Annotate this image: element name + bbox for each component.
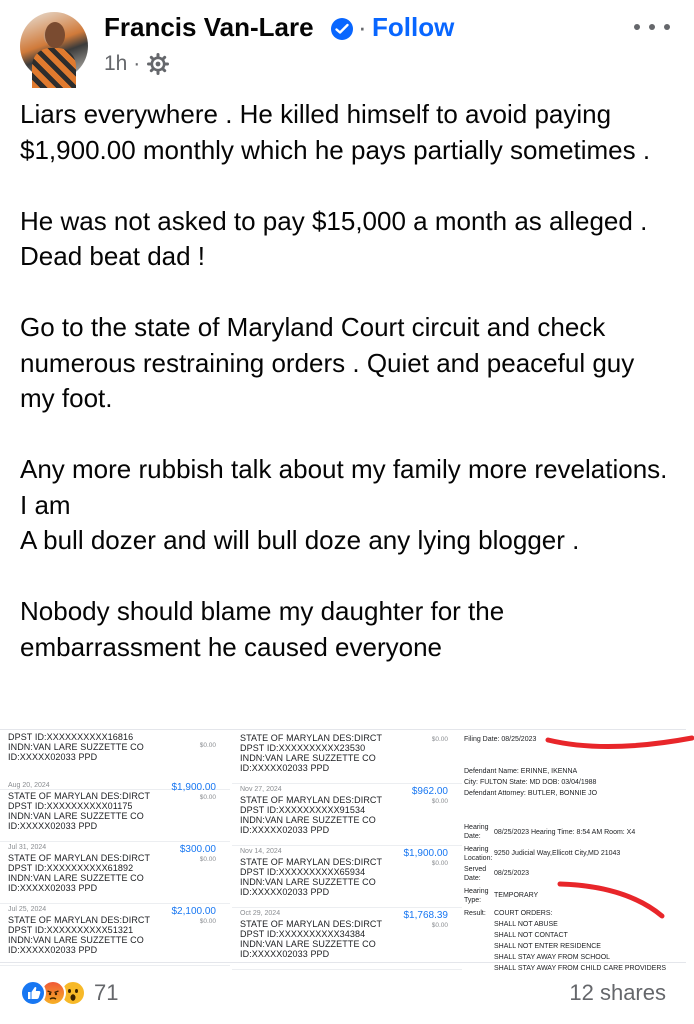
post-image-documents[interactable]	[0, 729, 686, 972]
transaction-date: Aug 20, 2024	[8, 782, 50, 789]
red-underline-mark	[556, 880, 666, 920]
transaction-line: INDN:VAN LARE SUZZETTE CO	[8, 742, 144, 752]
result-label: Result:	[464, 910, 486, 917]
transaction-line: ID:XXXXX02033 PPD	[8, 821, 98, 831]
transaction-line: INDN:VAN LARE SUZZETTE CO	[8, 873, 144, 883]
post-paragraph: He was not asked to pay $15,000 a month as alleged . Dead beat dad !	[20, 205, 648, 271]
hearing-type-label: Hearing	[464, 888, 489, 895]
post-paragraph: Any more rubbish talk about my family more revelations. I am A bull dozer and will bull doze any lying blogger .	[20, 454, 668, 555]
privacy-settings-icon[interactable]	[146, 52, 170, 76]
transaction-balance: $0.00	[199, 856, 216, 863]
transaction-balance: $0.00	[199, 794, 216, 801]
filing-date: Filing Date: 08/25/2023	[464, 736, 537, 743]
transaction-line: DPST ID:XXXXXXXXXX23530	[240, 743, 366, 753]
defendant-city: City: FULTON State: MD DOB: 03/04/1988	[464, 779, 597, 786]
transaction-balance: $0.00	[199, 918, 216, 925]
reaction-count[interactable]: 71	[94, 980, 119, 1005]
post-header	[0, 0, 686, 90]
more-options-icon[interactable]	[634, 20, 670, 34]
hearing-type-label: Type:	[464, 897, 482, 904]
court-order: SHALL NOT CONTACT	[494, 932, 568, 939]
transaction-row	[0, 904, 230, 966]
court-order: SHALL STAY AWAY FROM CHILD CARE PROVIDERS	[494, 965, 667, 972]
transaction-balance: $0.00	[431, 798, 448, 805]
header-separator: ·	[358, 12, 367, 42]
author-name[interactable]: Francis Van-Lare	[104, 12, 314, 42]
author-avatar[interactable]	[20, 12, 88, 80]
court-order: SHALL NOT ENTER RESIDENCE	[494, 943, 601, 950]
transaction-line: DPST ID:XXXXXXXXXX51321	[8, 925, 134, 935]
transaction-amount: $1,900.00	[403, 848, 448, 859]
transaction-line: DPST ID:XXXXXXXXXX34384	[240, 929, 366, 939]
court-order: COURT ORDERS:	[494, 910, 553, 917]
red-underline-mark	[546, 734, 694, 754]
transactions-column-2	[232, 730, 462, 964]
transaction-date: Jul 31, 2024	[8, 844, 47, 851]
transaction-row	[0, 842, 230, 904]
transaction-date: Nov 27, 2024	[240, 786, 282, 793]
transaction-line: DPST ID:XXXXXXXXXX16816	[8, 732, 134, 742]
transaction-amount: $300.00	[179, 844, 216, 855]
transaction-date: Nov 14, 2024	[240, 848, 282, 855]
transaction-line: ID:XXXXX02033 PPD	[240, 887, 330, 897]
transaction-line: STATE OF MARYLAN DES:DIRCT	[240, 733, 383, 743]
transaction-line: ID:XXXXX02033 PPD	[8, 883, 98, 893]
avatar-head	[45, 22, 65, 48]
post-paragraph: Go to the state of Maryland Court circuit and check numerous restraining orders . Quiet and peaceful guy my foot.	[20, 312, 635, 413]
hearing-location: 9250 Judicial Way,Ellicott City,MD 21043	[494, 850, 621, 857]
transaction-line: INDN:VAN LARE SUZZETTE CO	[240, 877, 376, 887]
hearing-date: 08/25/2023 Hearing Time: 8:54 AM Room: X4	[494, 829, 636, 836]
transaction-row	[232, 722, 462, 784]
transaction-line: DPST ID:XXXXXXXXXX61892	[8, 863, 134, 873]
transaction-line: DPST ID:XXXXXXXXXX65934	[240, 867, 366, 877]
transaction-line: INDN:VAN LARE SUZZETTE CO	[240, 939, 376, 949]
transaction-amount: $2,100.00	[171, 906, 216, 917]
transaction-row	[0, 780, 230, 842]
transaction-date: Oct 29, 2024	[240, 910, 281, 917]
transaction-line: ID:XXXXX02033 PPD	[8, 752, 98, 762]
post-timestamp[interactable]: 1h ·	[104, 52, 141, 75]
transaction-line: STATE OF MARYLAN DES:DIRCT	[240, 795, 383, 805]
court-order: SHALL STAY AWAY FROM SCHOOL	[494, 954, 611, 961]
transaction-line: INDN:VAN LARE SUZZETTE CO	[8, 811, 144, 821]
transaction-line: ID:XXXXX02033 PPD	[240, 949, 330, 959]
transaction-amount: $962.00	[411, 786, 448, 797]
follow-button[interactable]: Follow	[372, 12, 455, 42]
transaction-line: STATE OF MARYLAN DES:DIRCT	[8, 791, 151, 801]
transaction-line: ID:XXXXX02033 PPD	[240, 763, 330, 773]
transaction-balance: $0.00	[199, 742, 216, 749]
transaction-row	[232, 908, 462, 970]
transaction-line: ID:XXXXX02033 PPD	[240, 825, 330, 835]
transaction-line: INDN:VAN LARE SUZZETTE CO	[8, 935, 144, 945]
transaction-amount: $1,768.39	[403, 910, 448, 921]
defendant-attorney: Defendant Attorney: BUTLER, BONNIE JO	[464, 790, 598, 797]
transaction-amount: $1,900.00	[171, 782, 216, 793]
post-footer	[0, 963, 686, 1024]
transaction-line: INDN:VAN LARE SUZZETTE CO	[240, 753, 376, 763]
transactions-column-1	[0, 730, 230, 964]
served-date: 08/25/2023	[494, 870, 530, 877]
transaction-balance: $0.00	[431, 922, 448, 929]
transaction-line: STATE OF MARYLAN DES:DIRCT	[8, 853, 151, 863]
post-paragraph: Nobody should blame my daughter for the embarrassment he caused everyone	[20, 596, 505, 662]
verified-badge-icon	[331, 18, 353, 40]
post-body	[20, 97, 670, 665]
transaction-row	[232, 784, 462, 846]
court-order: SHALL NOT ABUSE	[494, 921, 558, 928]
transaction-line: ID:XXXXX02033 PPD	[8, 945, 98, 955]
avatar-shirt	[32, 48, 76, 88]
shares-count[interactable]: 12 shares	[569, 980, 666, 1005]
transaction-balance: $0.00	[431, 736, 448, 743]
transaction-line: STATE OF MARYLAN DES:DIRCT	[8, 915, 151, 925]
transaction-line: STATE OF MARYLAN DES:DIRCT	[240, 857, 383, 867]
transaction-line: DPST ID:XXXXXXXXXX91534	[240, 805, 366, 815]
court-case-details	[464, 730, 686, 972]
hearing-date-label: Hearing	[464, 824, 489, 831]
transaction-row	[232, 846, 462, 908]
transaction-line: INDN:VAN LARE SUZZETTE CO	[240, 815, 376, 825]
defendant-name: Defendant Name: ERINNE, IKENNA	[464, 768, 578, 775]
transaction-line: STATE OF MARYLAN DES:DIRCT	[240, 919, 383, 929]
transaction-date: Jul 25, 2024	[8, 906, 47, 913]
transaction-line: DPST ID:XXXXXXXXXX01175	[8, 801, 133, 811]
like-reaction-icon	[20, 980, 46, 1006]
served-date-label: Date:	[464, 875, 481, 882]
hearing-location-label: Hearing	[464, 846, 489, 853]
served-date-label: Served	[464, 866, 487, 873]
hearing-location-label: Location:	[464, 855, 493, 862]
reactions-summary[interactable]	[20, 979, 118, 1007]
hearing-date-label: Date:	[464, 833, 481, 840]
hearing-type: TEMPORARY	[494, 892, 539, 899]
post-paragraph: Liars everywhere . He killed himself to avoid paying $1,900.00 monthly which he pays partially sometimes .	[20, 99, 651, 165]
transaction-balance: $0.00	[431, 860, 448, 867]
